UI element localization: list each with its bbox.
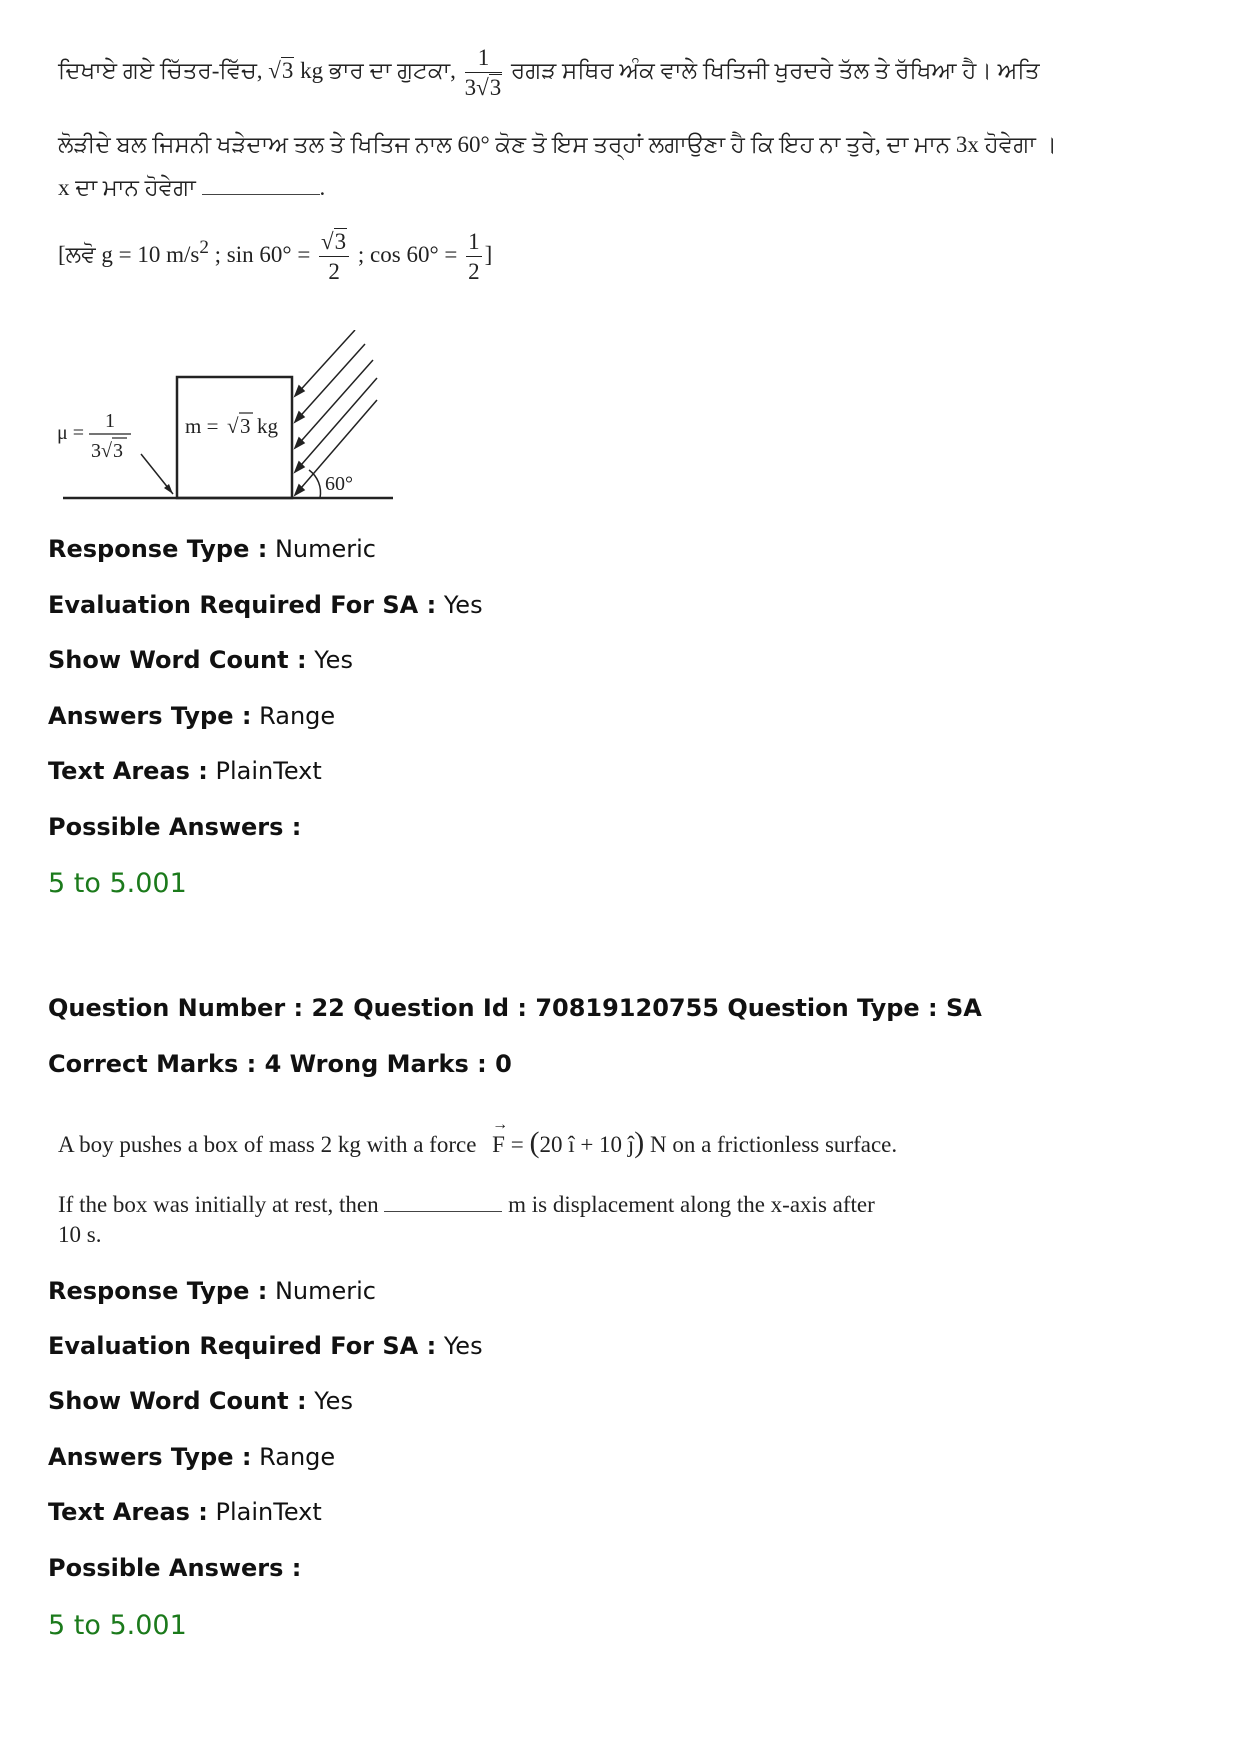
mass-label: m = — [185, 414, 219, 438]
q21-meta-3 — [48, 701, 335, 731]
meta-key: Possible Answers : — [48, 813, 302, 841]
q21-meta-5 — [48, 812, 301, 842]
force-vector-symbol — [492, 1116, 509, 1160]
q22-meta-2 — [48, 1386, 353, 1416]
sin-fraction — [319, 230, 349, 283]
meta-value: Range — [259, 1443, 336, 1471]
q21-given-values — [58, 230, 492, 283]
force-components-close: ) — [634, 1126, 645, 1159]
force-components: ( — [529, 1126, 540, 1159]
q22-line2-text-b: m is displacement along the x-axis after — [508, 1192, 875, 1217]
meta-value: Numeric — [274, 535, 376, 563]
meta-value: Range — [259, 702, 336, 730]
mass-unit: kg — [257, 414, 278, 438]
cos-fraction-num: 1 — [466, 230, 482, 257]
q22-marks: Correct Marks : 4 Wrong Marks : 0 — [48, 1050, 512, 1078]
q21-line3-text: x ਦਾ ਮਾਨ ਹੋਵੇਗਾ — [58, 175, 196, 200]
q22-possible-answer: 5 to 5.001 — [48, 1610, 187, 1641]
mu-label: μ = — [57, 422, 85, 444]
mu-fraction-den-radicand: 3 — [489, 75, 502, 100]
meta-value: PlainText — [215, 1498, 322, 1526]
meta-key: Answers Type : — [48, 1443, 252, 1471]
sin-fraction-radicand: 3 — [334, 229, 347, 254]
q22-meta-4 — [48, 1497, 322, 1527]
q22-line1-text: A boy pushes a box of mass 2 kg with a force — [58, 1132, 477, 1157]
answer-blank — [202, 176, 320, 195]
force-vector-value: 20 î + 10 ĵ — [539, 1132, 635, 1157]
mu-num: 1 — [105, 410, 115, 432]
q22-meta-0 — [48, 1276, 376, 1306]
q21-possible-answer: 5 to 5.001 — [48, 868, 187, 899]
q21-meta-0 — [48, 534, 376, 564]
mu-fraction-den-coef: 3 — [464, 75, 477, 100]
sin-fraction-num: √3 — [319, 230, 349, 257]
given-g: [ਲਵੋ g = 10 m/s — [58, 241, 200, 267]
given-cos-label: ; cos 60° = — [357, 241, 458, 267]
meta-value: Yes — [314, 646, 353, 674]
q22-meta-5 — [48, 1553, 301, 1583]
meta-key: Show Word Count : — [48, 1387, 307, 1415]
cos-fraction — [466, 230, 482, 283]
q21-line3-end: . — [319, 175, 326, 200]
meta-key: Evaluation Required For SA : — [48, 1332, 437, 1360]
meta-key: Text Areas : — [48, 1498, 208, 1526]
sin-fraction-den: 2 — [328, 259, 340, 284]
meta-key: Text Areas : — [48, 757, 208, 785]
mu-den-radicand: 3 — [113, 440, 123, 462]
q21-meta-4 — [48, 756, 322, 786]
q21-line1-text-b: kg ਭਾਰ ਦਾ ਗੁਟਕਾ, — [300, 57, 456, 83]
mu-fraction — [465, 46, 503, 99]
q21-meta-1 — [48, 590, 483, 620]
meta-key: Response Type : — [48, 1277, 268, 1305]
q22-line1-end: N on a frictionless surface. — [649, 1132, 898, 1157]
mu-den-root: √ — [101, 440, 112, 462]
meta-value: Numeric — [274, 1277, 376, 1305]
q21-line1-text-c: ਰਗੜ ਸਥਿਰ ਅੰਕ ਵਾਲੇ ਖਿਤਿਜੀ ਖੁਰਦਰੇ ਤੱਲ ਤੇ ਰੱਖਿਆ ਹੈ। ਅਤਿ — [511, 57, 1040, 83]
q22-answer-blank — [384, 1193, 502, 1212]
given-close: ] — [484, 241, 493, 267]
q22-line-3: 10 s. — [58, 1222, 102, 1247]
meta-key: Response Type : — [48, 535, 268, 563]
meta-key: Evaluation Required For SA : — [48, 591, 437, 619]
cos-fraction-den: 2 — [468, 259, 480, 284]
mass-root: √ — [227, 414, 239, 438]
force-symbol: F — [492, 1132, 505, 1157]
given-g-exponent: 2 — [199, 237, 209, 259]
given-sin-label: ; sin 60° = — [214, 241, 311, 267]
angle-label: 60° — [325, 473, 353, 495]
force-arrows — [295, 330, 377, 495]
vector-arrow-icon: → — [492, 1116, 509, 1133]
q21-line-1 — [58, 46, 1040, 99]
q22-meta-1 — [48, 1331, 483, 1361]
block-force-diagram — [55, 330, 415, 505]
meta-value: Yes — [443, 591, 483, 619]
meta-value: Yes — [314, 1387, 353, 1415]
q21-meta-2 — [48, 645, 353, 675]
mu-fraction-num: 1 — [465, 46, 503, 73]
meta-key: Answers Type : — [48, 702, 252, 730]
mu-den-coef: 3 — [91, 440, 101, 462]
mass-radicand: 3 — [240, 414, 251, 438]
equals-sign: = — [510, 1132, 524, 1157]
q21-line-3 — [58, 173, 325, 203]
q21-line-2: ਲੋੜੀਦੇ ਬਲ ਜਿਸਨੀ ਖੜੇਦਾਅ ਤਲ ਤੇ ਖਿਤਿਜ ਨਾਲ 60° ਕੋਣ ਤੋ ਇਸ ਤਰ੍ਹਾਂ ਲਗਾਉਣਾ ਹੈ ਕਿ ਇਹ ਨਾ ਤੁਰੇ, ਦਾ ਮਾਨ 3x ਹੋਵੇਗਾ । — [58, 132, 1058, 157]
q22-line-1 — [58, 1116, 898, 1160]
meta-value: Yes — [443, 1332, 483, 1360]
sqrt-3-radicand: 3 — [281, 57, 294, 83]
meta-key: Possible Answers : — [48, 1554, 302, 1582]
meta-key: Show Word Count : — [48, 646, 307, 674]
q22-header: Question Number : 22 Question Id : 70819120755 Question Type : SA — [48, 994, 982, 1022]
q22-meta-3 — [48, 1442, 335, 1472]
mu-fraction-den: 3√3 — [464, 75, 502, 100]
q22-line2-text-a: If the box was initially at rest, then — [58, 1192, 379, 1217]
q22-line-2 — [58, 1190, 875, 1220]
meta-value: PlainText — [215, 757, 322, 785]
sqrt-3: √3 — [268, 57, 294, 83]
angle-arc — [309, 470, 321, 498]
q21-line1-text-a: ਦਿਖਾਏ ਗਏ ਚਿੱਤਰ-ਵਿੱਚ, — [58, 57, 263, 83]
